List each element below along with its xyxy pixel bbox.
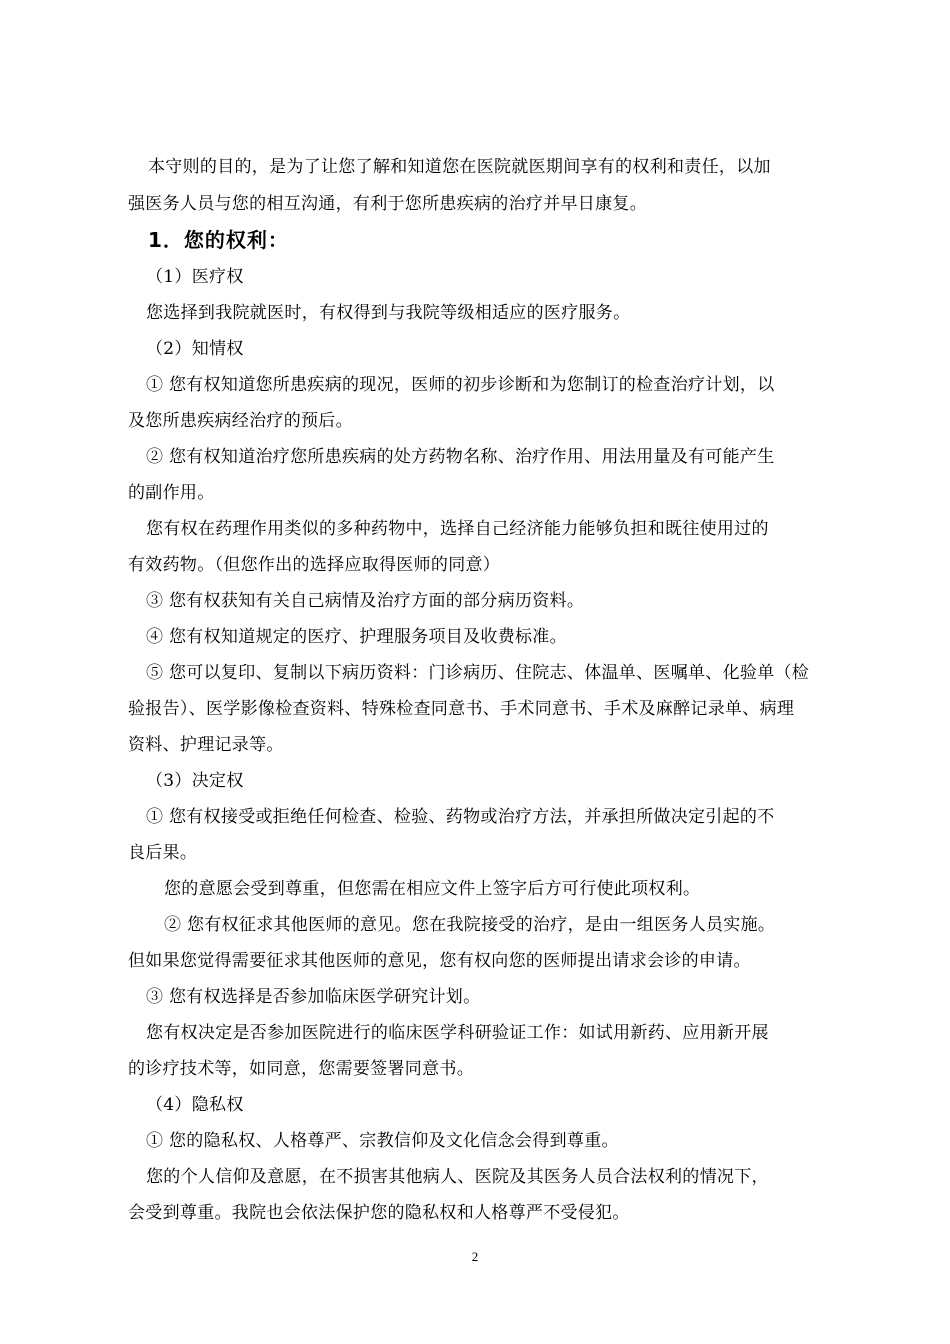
decision-item-1-line-1: ① 您有权接受或拒绝任何检查、检验、药物或治疗方法，并承担所做决定引起的不 (146, 807, 775, 827)
subheading-privacy-right: （4）隐私权 (146, 1095, 244, 1115)
decision-item-1-line-2: 良后果。 (128, 843, 198, 863)
page-number: 2 (471, 1249, 479, 1264)
intro-line-1: 本守则的目的，是为了让您了解和知道您在医院就医期间享有的权利和责任，以加 (148, 157, 771, 177)
know-drug-choice-line-1: 您有权在药理作用类似的多种药物中，选择自己经济能力能够负担和既往使用过的 (146, 519, 769, 539)
intro-line-2: 强医务人员与您的相互沟通，有利于您所患疾病的治疗并早日康复。 (128, 194, 647, 214)
privacy-text-line-1: 您的个人信仰及意愿，在不损害其他病人、医院及其医务人员合法权利的情况下， (146, 1167, 769, 1187)
know-item-5-line-2: 验报告）、医学影像检查资料、特殊检查同意书、手术同意书、手术及麻醉记录单、病理 (128, 699, 795, 719)
subheading-decision-right: （3）决定权 (146, 771, 244, 791)
decision-item-2-line-2: 但如果您觉得需要征求其他医师的意见，您有权向您的医师提出请求会诊的申请。 (128, 951, 751, 971)
subheading-medical-right: （1）医疗权 (146, 267, 244, 287)
decision-wish-text: 您的意愿会受到尊重，但您需在相应文件上签字后方可行使此项权利。 (164, 879, 701, 899)
know-item-5-line-3: 资料、护理记录等。 (128, 735, 284, 755)
know-item-1-line-1: ① 您有权知道您所患疾病的现况，医师的初步诊断和为您制订的检查治疗计划，以 (146, 375, 775, 395)
decision-research-line-2: 的诊疗技术等，如同意，您需要签署同意书。 (128, 1059, 474, 1079)
section-heading-rights: 1．您的权利： (148, 228, 289, 252)
know-item-2-line-1: ② 您有权知道治疗您所患疾病的处方药物名称、治疗作用、用法用量及有可能产生 (146, 447, 775, 467)
know-item-2-line-2: 的副作用。 (128, 483, 215, 503)
decision-research-line-1: 您有权决定是否参加医院进行的临床医学科研验证工作：如试用新药、应用新开展 (146, 1023, 769, 1043)
know-item-5-line-1: ⑤ 您可以复印、复制以下病历资料：门诊病历、住院志、体温单、医嘱单、化验单（检 (146, 663, 810, 683)
subheading-right-to-know: （2）知情权 (146, 339, 244, 359)
medical-right-text: 您选择到我院就医时，有权得到与我院等级相适应的医疗服务。 (146, 303, 631, 323)
know-item-1-line-2: 及您所患疾病经治疗的预后。 (128, 411, 353, 431)
know-item-4: ④ 您有权知道规定的医疗、护理服务项目及收费标准。 (146, 627, 567, 647)
know-item-3: ③ 您有权获知有关自己病情及治疗方面的部分病历资料。 (146, 591, 585, 611)
know-drug-choice-line-2: 有效药物。（但您作出的选择应取得医师的同意） (128, 555, 501, 575)
privacy-item-1: ① 您的隐私权、人格尊严、宗教信仰及文化信念会得到尊重。 (146, 1131, 619, 1151)
privacy-text-line-2: 会受到尊重。我院也会依法保护您的隐私权和人格尊严不受侵犯。 (128, 1203, 630, 1223)
decision-item-2-line-1: ② 您有权征求其他医师的意见。您在我院接受的治疗，是由一组医务人员实施。 (164, 915, 776, 935)
decision-item-3: ③ 您有权选择是否参加临床医学研究计划。 (146, 987, 481, 1007)
